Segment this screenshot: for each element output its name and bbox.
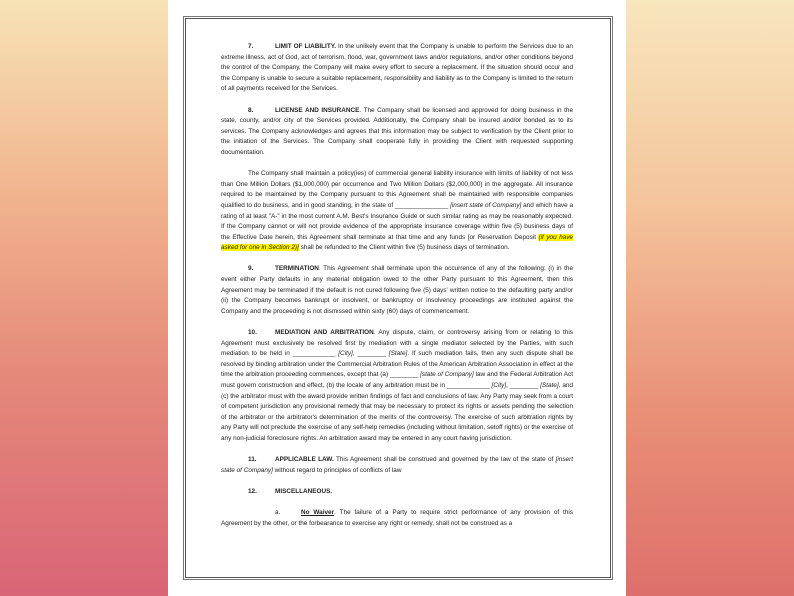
background-right (626, 0, 794, 596)
paragraph-text: and which have a rating of at least "A-" in the most current A.M. Best's Insurance Guide or such similar rating as may be reasonably expected. If the Company cannot or will not provide evidence of the appropriate insurance coverage within five (5) business days of the Effective Date herein, this Agreement shall terminate at that time and any funds [or Reservation Deposit (221, 201, 574, 241)
section-12a (221, 508, 573, 529)
section-11 (221, 455, 573, 476)
section-8 (221, 106, 573, 159)
insurance-paragraph (221, 169, 573, 254)
section-number: 7. (248, 43, 254, 50)
section-number: 10. (248, 329, 257, 337)
background-left (0, 0, 168, 596)
section-7 (221, 42, 573, 95)
paragraph-text: The Company shall maintain a policy(ies) of commercial general liability insurance with limits of liability of not less than One Million Dollars ($1,000,000) per occurrence and Two Million Dollars ($2,000,000) in the aggregate. All insurance required to be maintained by the Company pursuant to this Agreement shall be maintained with responsible companies qualified to do business, and in good standing, in the state of _______________ (221, 170, 573, 209)
section-heading: MISCELLANEOUS. (275, 487, 333, 495)
section-text: This Agreement shall be construed and governed by the law of the state of (333, 456, 556, 464)
section-text: . This Agreement shall terminate upon the occurrence of any of the following: (i) in the event either Party defaults in any material obligation owed to the other Party pursuant to this Agreement, then this Agreement may be terminated if the default is not cured following five (5) days' written notice to the defaulting party and/or (ii) the Company becomes bankrupt or insolvent, or bankruptcy or insolvency proceedings are instituted against the Company and the proceeding is not dismissed within sixty (60) days of commencement. (221, 265, 573, 315)
section-text: law and the Federal Arbitration Act must govern construction and effect, (b) the locale of any arbitration must be in ____________ (221, 371, 573, 389)
placeholder-text: [City] (491, 382, 507, 389)
section-text: , and (c) the arbitrator must with the award provide written findings of fact and conclusions of law. Any Party may seek from a court of competent jurisdiction any provisional remedy that may be necessary to protect its rights or assets pending the selection of the arbitrator or the arbitrator's determination of the merits of the controversy. The exercise of such arbitration rights by any Party will not preclude the exercise of any self-help remedies (including without limitation, setoff rights) or the exercise of any non-judicial foreclosure rights. An arbitration award may be entered in any court having jurisdiction. (221, 382, 573, 442)
section-text: without regard to principles of conflicts of law (272, 466, 402, 474)
highlighted-text: (if you have asked for one in Section 2)] (221, 233, 573, 252)
section-heading: APPLICABLE LAW. (275, 456, 334, 464)
section-heading: LICENSE AND INSURANCE (275, 106, 360, 114)
placeholder-text: [insert state of Company] (221, 456, 573, 474)
section-number: 8. (248, 106, 254, 114)
section-text: . The Company shall be licensed and approved for doing business in the state, county, and/or city of the Services provided. Additionally, the Company shall be insured and/or bonded as to its services. The Company acknowledges and agrees that this information may be subject to verification by the Client prior to the initiation of the Services. The Company shall cooperate fully in providing the Client with requested supporting documentation. (221, 106, 573, 156)
section-heading: TERMINATION (275, 265, 319, 273)
section-number: 11. (248, 456, 257, 464)
section-heading: MEDIATION AND ARBITRATION (275, 329, 374, 337)
placeholder-text: [state of Company] (420, 371, 474, 379)
subsection-letter: a. (275, 509, 281, 517)
section-10 (221, 328, 573, 445)
section-9 (221, 264, 573, 317)
section-text: , ________ (352, 350, 389, 358)
section-text: , ________ (506, 382, 541, 389)
document-body (221, 42, 573, 540)
section-text: . Any dispute, claim, or controversy arising from or relating to this Agreement must exclusively be resolved first by mediation with a single mediator selected by the Parties, with such mediation to be held in ____________ (221, 329, 573, 358)
section-12 (221, 487, 573, 498)
subsection-text: . The failure of a Party to require strict performance of any provision of this Agreement by the other, or the forbearance to exercise any right or remedy, shall not be construed as a (221, 509, 573, 527)
placeholder-text: [insert state of Company] (450, 201, 522, 209)
section-text: . If such mediation fails, then any such dispute shall be resolved by binding arbitration under the Commercial Arbitration Rules of the American Arbitration Association in effect at the time the arbitration proceeding commences, except that (a) ________ (221, 350, 574, 379)
section-heading: LIMIT OF LIABILITY. (275, 43, 337, 50)
subsection-heading: No Waiver (301, 509, 335, 517)
placeholder-text: [City] (338, 350, 353, 358)
section-number: 12. (248, 487, 257, 495)
placeholder-text: [State] (540, 382, 559, 389)
paragraph-text: shall be refunded to the Client within five (5) business days of termination. (298, 244, 510, 252)
section-text: In the unlikely event that the Company is unable to perform the Services due to an extreme illness, act of God, act of terrorism, flood, war, government laws and/or regulations, and/or other conditions beyond the control of the Company, the Company will make every effort to secure a replacement. If the situation should occur and the Company is unable to secure a suitable replacement, responsibility and liability as to the Company is limited to the return of all payments received for the Services. (221, 43, 573, 93)
placeholder-text: [State] (388, 350, 408, 358)
section-number: 9. (248, 265, 254, 273)
